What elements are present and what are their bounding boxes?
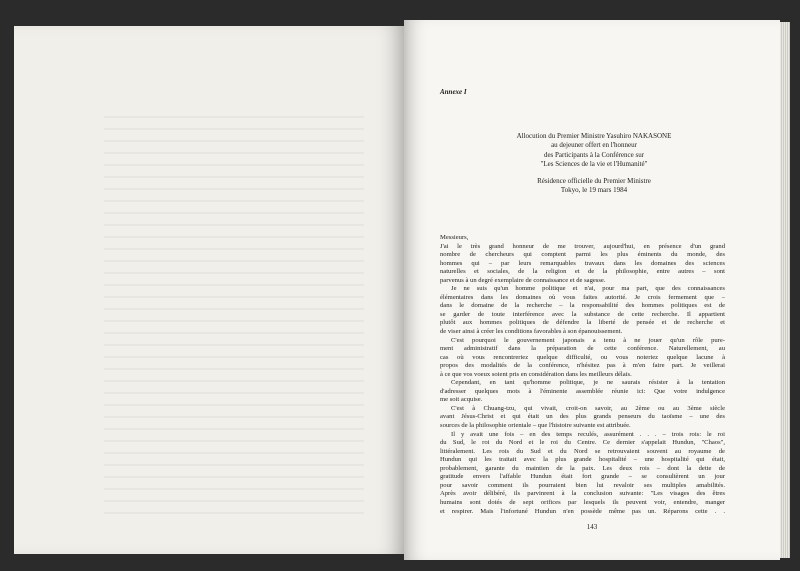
annex-label: Annexe I (440, 88, 467, 96)
body-line: J'ai le très grand honneur de me trouver, aujourd'hui, en présence d'un grand (440, 242, 725, 250)
show-through-line (104, 500, 364, 502)
show-through-line (104, 308, 364, 310)
body-line: me soit acquise. (440, 396, 483, 404)
body-line: ment administratif dans la préparation de cette conférence. Naturellement, au (440, 345, 725, 353)
page-number: 143 (586, 523, 598, 531)
show-through-line (104, 140, 364, 142)
body-line: Il y avait une fois – en des temps reculés, assurément . . . – trois rois: le roi (451, 430, 725, 438)
body-line: naturelles et sociales, de la religion et de la philosophie, entre autres – sont (440, 268, 725, 276)
show-through-line (104, 392, 364, 394)
show-through-line (104, 356, 364, 358)
body-line: cas où vous rencontreriez quelque difficulté, ou vous noteriez quelque lacune à (440, 353, 725, 361)
body-line: parvenus à un degré exemplaire de connaissance et de sagesse. (440, 276, 606, 284)
show-through-line (104, 176, 364, 178)
show-through-line (104, 416, 364, 418)
body-line: élémentaires dans les domaines où vous faites autorité. Je crois fermement que – (440, 293, 725, 301)
body-line: et respirer. Mais l'infortuné Hundun n'en possède même pas un. Réparons cette . . (440, 507, 725, 515)
body-line: gratitude envers l'affable Hundun était fort grande – se consultèrent un jour (440, 473, 725, 481)
body-line: C'est pourquoi le gouvernement japonais a tenu à ne jouer qu'un rôle pure- (451, 336, 725, 344)
body-line: hommes qui – par leurs remarquables travaux dans les domaines des sciences (440, 259, 725, 267)
body-line: avant Jésus-Christ et qui était un des plus grands penseurs du taoïsme – une des (440, 413, 725, 421)
body-line: Cependant, en tant qu'homme politique, je ne saurais résister à la tentation (451, 379, 725, 387)
show-through-line (104, 272, 364, 274)
heading-line: Résidence officielle du Premier Ministre (537, 176, 651, 185)
heading-line (464, 170, 724, 177)
body-line: du Sud, le roi du Nord et le roi du Centre. Ce dernier s'appelait Hundun, "Chaos", (440, 439, 725, 447)
show-through-line (104, 380, 364, 382)
show-through-line (104, 248, 364, 250)
show-through-line (104, 236, 364, 238)
show-through-line (104, 344, 364, 346)
body-line: C'est à Chuang-tzu, qui vivait, croit-on savoir, au 2ème ou au 3ème siècle (451, 404, 725, 412)
body-line: sources de la philosophie orientale – que l'histoire suivante est attribuée. (440, 422, 631, 430)
show-through-line (104, 212, 364, 214)
show-through-line (104, 200, 364, 202)
body-line: de viser ainsi à créer les conditions favorables à son épanouissement. (440, 328, 623, 336)
heading-line: au dejeuner offert en l'honneur (551, 141, 637, 150)
speech-body-text (440, 234, 725, 516)
body-line: nombre de chercheurs qui comptent parmi les plus éminents du monde, des (440, 251, 725, 259)
left-page (14, 26, 404, 554)
show-through-line (104, 512, 364, 514)
show-through-line (104, 152, 364, 154)
right-page (404, 20, 780, 560)
body-line: humains sont dotés de sept orifices par lesquels ils peuvent voir, entendre, manger (440, 498, 725, 506)
show-through-line (104, 128, 364, 130)
body-line: à ce que vos voeux soient pris en considération dans les meilleurs délais. (440, 370, 632, 378)
show-through-line (104, 452, 364, 454)
body-line: Après avoir délibéré, ils parvinrent à la conclusion suivante: "Les visages des êtres (440, 490, 725, 498)
heading-line: "Les Sciences de la vie et l'Humanité" (540, 160, 648, 169)
body-line: probablement, garante du maintien de la paix. Les deux rois – dont la dette de (440, 464, 725, 472)
speech-heading (464, 132, 724, 195)
show-through-line (104, 440, 364, 442)
heading-line: Tokyo, le 19 mars 1984 (560, 186, 628, 195)
body-line: Je ne suis qu'un homme politique et n'ai, pour ma part, que des connaissances (451, 285, 725, 293)
body-line: Messieurs, (440, 234, 469, 241)
open-book (14, 20, 790, 560)
show-through-line (104, 332, 364, 334)
body-line: d'adresser quelques mots à l'éminente assemblée réunie ici: Que votre indulgence (440, 387, 725, 395)
show-through-line (104, 296, 364, 298)
page-edges (780, 22, 790, 558)
body-line: Hundun qui les traitait avec la plus grande hospitalité – une hospitalité qui était, (440, 456, 725, 464)
body-line: se garder de toute interférence avec la substance de cette recherche. Il appartient (440, 310, 725, 318)
show-through-line (104, 368, 364, 370)
show-through-line (104, 404, 364, 406)
show-through-line (104, 284, 364, 286)
body-line: littéralement. Les rois du Sud et du Nord se retrouvaient souvent au royaume de (440, 447, 725, 455)
heading-line: des Participants à la Conférence sur (543, 150, 645, 159)
show-through-line (104, 320, 364, 322)
body-line: pour savoir comment ils pourraient bien lui revaloir ses multiples amabilités. (440, 481, 725, 489)
show-through-line (104, 164, 364, 166)
body-line: propos des modalités de la conférence, n'hésitez pas à m'en faire part. Je veillerai (440, 362, 725, 370)
show-through-line (104, 476, 364, 478)
body-line: dans le domaine de la recherche – la responsabilité des hommes politiques est de (440, 302, 725, 310)
show-through-line (104, 224, 364, 226)
show-through-line (104, 116, 364, 118)
show-through-line (104, 188, 364, 190)
show-through-line (104, 428, 364, 430)
show-through-line (104, 488, 364, 490)
heading-line: Allocution du Premier Ministre Yasuhiro NAKASONE (516, 132, 672, 140)
body-line: plutôt aux hommes politiques de défendre la liberté de pensée et de recherche et (440, 319, 725, 327)
show-through-line (104, 464, 364, 466)
show-through-line (104, 260, 364, 262)
